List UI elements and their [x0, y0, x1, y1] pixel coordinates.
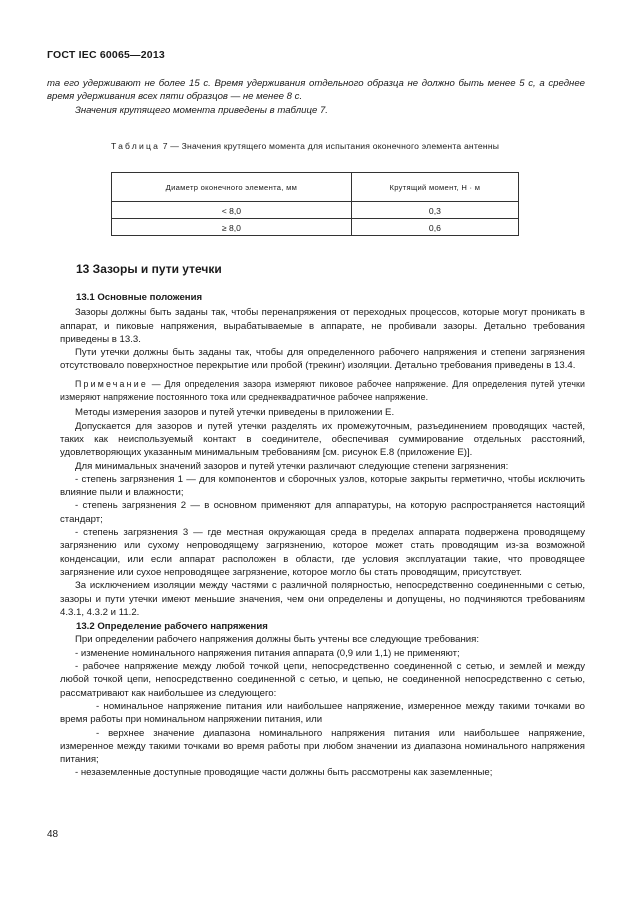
paragraph: Для минимальных значений зазоров и путей утечки различают следующие степени загрязнения:: [75, 460, 509, 472]
table-caption-text: 7 — Значения крутящего момента для испытания оконечного элемента антенны: [162, 141, 500, 151]
table-cell: 0,6: [351, 219, 518, 236]
list-item: - изменение номинального напряжения питания аппарата (0,9 или 1,1) не применяют;: [75, 647, 460, 659]
subsection-13-2-title: 13.2 Определение рабочего напряжения: [76, 621, 268, 633]
note-label: Примечание: [75, 378, 148, 389]
intro-line-1: та его удерживают не более 15 с. Время удерживания отдельного образца не должно быть менее 5 с, а среднее время удерживания всех пяти образцов — не менее 8 с.: [47, 78, 585, 103]
paragraph: Пути утечки должны быть заданы так, чтобы для определенного рабочего напряжения и степени загрязнения отсутствовало поверхностное перекрытие или пробой (трекинг) изоляции. Детально требования приведены в 13.4.: [60, 347, 585, 372]
table-caption: [111, 141, 531, 153]
section-13-title: 13 Зазоры и пути утечки: [76, 262, 222, 276]
paragraph: Методы измерения зазоров и путей утечки приведены в приложении Е.: [75, 407, 395, 419]
intro-line-2: Значения крутящего момента приведены в таблице 7.: [75, 104, 328, 116]
paragraph: Допускается для зазоров и путей утечки разделять их промежуточным, разъединением проводящих частей, таких как неиспользуемый контакт в соединителе, обеспечивая суммирование отдельных расстояний, удовлетворяющих указанным минимальным требованиям [см. рисунок Е.8 (приложение Е)].: [60, 420, 585, 459]
list-item: - степень загрязнения 1 — для компонентов и сборочных узлов, которые закрыты герметично, чтобы исключить влияние пыли и влажности;: [60, 473, 585, 499]
list-item: - степень загрязнения 3 — где местная окружающая среда в пределах аппарата подвержена проводящему загрязнению или сухому непроводящему загрязнению, которое может стать проводящим из-за возможной конденсации, или если аппарат расположен в области, где условия эксплуатации такие, что проводящее загрязнение или сухое непроводящее загрязнение, которое могло бы стать проводящим, присутствует.: [60, 527, 585, 578]
standard-header: ГОСТ IEC 60065—2013: [47, 49, 165, 61]
table-caption-label: Таблица: [111, 141, 161, 151]
intro-block: [47, 77, 585, 117]
table-header-cell: Диаметр оконечного элемента, мм: [112, 173, 352, 202]
table-row: [112, 219, 519, 236]
list-item: - рабочее напряжение между любой точкой цепи, непосредственно соединенной с сетью, и землей и между любой точкой цепи, непосредственно соединенной с сетью, и цепью, не соединенной непосредственно с сетью, рассматривают как наибольшее из следующего:: [60, 661, 585, 699]
table-header-cell: Крутящий момент, Н · м: [351, 173, 518, 202]
table-cell: ≥ 8,0: [112, 219, 352, 236]
list-item: - степень загрязнения 2 — в основном применяют для аппаратуры, на которую распространяется настоящий стандарт;: [60, 500, 585, 525]
paragraph: Зазоры должны быть заданы так, чтобы перенапряжения от переходных процессов, которые могут проникать в аппарат, и пиковые напряжения, вырабатываемые в аппарате, не пробивали зазоры. Детально требования приведены в 13.3.: [60, 307, 585, 345]
list-item: - незаземленные доступные проводящие части должны быть рассмотрены как заземленные;: [75, 767, 493, 779]
note: [60, 378, 585, 405]
list-item: - верхнее значение диапазона номинального напряжения питания или наибольшее напряжение, измеренное между такими точками во время работы при любом значении из диапазона номинального напряжения питания;: [60, 727, 585, 766]
table-header-row: [112, 173, 519, 202]
table-cell: < 8,0: [112, 202, 352, 219]
section-13-1-body: [60, 291, 585, 780]
subsection-13-1-title: 13.1 Основные положения: [76, 292, 203, 303]
note-text: — Для определения зазора измеряют пиковое рабочее напряжение. Для определения путей утечки измеряют напряжение постоянного тока или среднеквадратичное рабочее напряжение.: [60, 378, 586, 403]
list-item: - номинальное напряжение питания или наибольшее напряжение, измеренное между такими точками во время работы при номинальном напряжении питания, или: [60, 700, 585, 726]
page-number: 48: [47, 829, 59, 840]
torque-table: [111, 172, 519, 236]
paragraph: При определении рабочего напряжения должны быть учтены все следующие требования:: [75, 634, 480, 646]
table-cell: 0,3: [351, 202, 518, 219]
paragraph: За исключением изоляции между частями с различной полярностью, непосредственно соединенными с сетью, зазоры и пути утечки имеют меньшие значения, чем они определены и допущены, но подчиняются требованиям 4.3.1, 4.3.2 и 11.2.: [60, 580, 585, 618]
table-row: [112, 202, 519, 219]
